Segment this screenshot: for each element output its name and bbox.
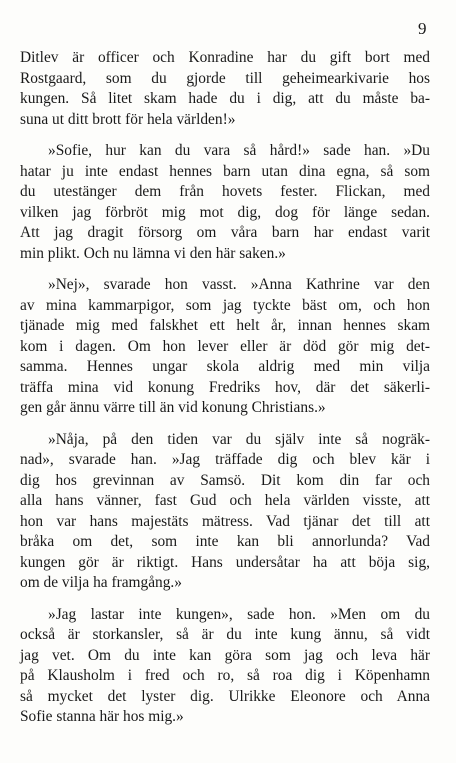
text-line: min plikt. Och nu lämna vi den här saken.» (20, 244, 286, 262)
text-line: »Jag lastar inte kungen», sade hon. »Men om du (48, 605, 430, 623)
paragraph (20, 430, 430, 594)
text-line: vilken jag förbröt mig mot dig, dog för länge sedan. (20, 203, 430, 221)
text-line: samma. Hennes ungar skola aldrig med min vilja (20, 358, 430, 375)
text-line: hatar ju inte endast hennes barn utan dina egna, så som (20, 162, 430, 180)
paragraph (20, 275, 430, 419)
paragraph (20, 48, 430, 130)
text-line: nad», svarade han. »Jag träffade dig och blev kär i (20, 451, 430, 468)
text-line: tjänade mig med falskhet ett helt år, innan hennes skam (20, 317, 430, 334)
body-text (20, 48, 430, 739)
text-line: också är storkansler, så är du inte kung ännu, så vidt (20, 626, 430, 643)
text-line: träffa mina vid konung Fredriks hov, där det säkerli- (20, 378, 430, 396)
text-line: på Klausholm i fred och ro, så roa dig i Köpenhamn (20, 667, 430, 684)
text-line: »Nåja, på den tiden var du själv inte så nogräk- (48, 430, 430, 448)
text-line: om de vilja ha framgång.» (20, 574, 182, 591)
text-line: »Nej», svarade hon vasst. »Anna Kathrine var den (48, 276, 430, 293)
text-line: dig hos grevinnan av Samsö. Dit kom din far och (20, 471, 430, 489)
page-number: 9 (418, 19, 427, 38)
text-line: »Sofie, hur kan du vara så hård!» sade han. »Du (48, 142, 430, 159)
text-line: Att jag dragit försorg om våra barn har endast varit (20, 224, 430, 241)
text-line: bråka om det, som inte kan bli annorlunda? Vad (20, 533, 430, 550)
text-line: kungen gör är riktigt. Hans undersåtar ha att böja sig, (20, 553, 430, 571)
text-line: så mycket det lyster dig. Ulrikke Eleonore och Anna (20, 687, 430, 705)
text-line: kom i dagen. Om hon lever eller är död gör mig det- (20, 337, 430, 355)
text-line: Rostgaard, som du gjorde till geheimearkivarie hos (20, 69, 430, 87)
text-line: Ditlev är officer och Konradine har du gift bort med (20, 49, 430, 66)
text-line: du utestänger dem från hovets fester. Flickan, med (20, 183, 430, 200)
text-line: jag vet. Om du inte kan göra som jag och leva här (20, 646, 430, 664)
text-line: av mina kammarpigor, som jag tyckte bäst om, och hon (20, 296, 430, 314)
paragraph (20, 605, 430, 728)
text-line: alla hans vänner, fast Gud och hela världen visste, att (20, 492, 430, 509)
text-line: Sofie stanna här hos mig.» (20, 708, 184, 725)
text-line: kungen. Så litet skam hade du i dig, att du måste ba- (20, 90, 430, 107)
text-line: suna ut ditt brott för hela världen!» (20, 110, 236, 128)
text-line: gen går ännu värre till än vid konung Christians.» (20, 399, 326, 416)
text-line: hon var hans majestäts mätress. Vad tjänar det till att (20, 512, 430, 530)
paragraph (20, 141, 430, 264)
